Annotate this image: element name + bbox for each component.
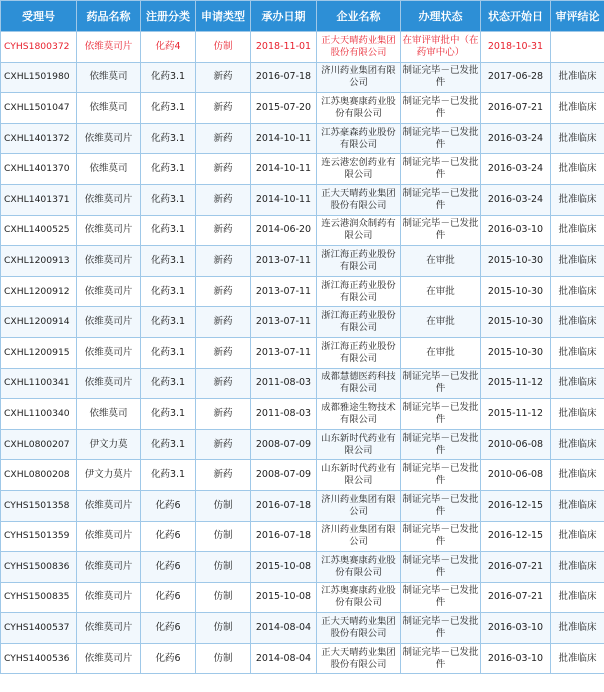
cell-status-start-date: 2016-03-10	[481, 215, 551, 246]
header-drug-name: 药品名称	[77, 1, 141, 32]
cell-conclusion: 批准临床	[551, 154, 604, 185]
cell-reg-class: 化药6	[141, 552, 196, 583]
cell-reg-class: 化药6	[141, 490, 196, 521]
cell-undertake-date: 2013-07-11	[251, 337, 317, 368]
cell-status: 在审评审批中（在药审中心）	[401, 32, 481, 63]
cell-company-name: 正大天晴药业集团股份有限公司	[317, 32, 401, 63]
cell-status-start-date: 2016-03-24	[481, 154, 551, 185]
cell-drug-name: 依维莫司片	[77, 307, 141, 338]
cell-status: 制证完毕－已发批件	[401, 93, 481, 124]
table-body	[1, 32, 604, 674]
cell-status-start-date: 2015-10-30	[481, 337, 551, 368]
cell-apply-type: 仿制	[196, 32, 251, 63]
cell-company-name: 江苏奥赛康药业股份有限公司	[317, 582, 401, 613]
cell-conclusion: 批准临床	[551, 613, 604, 644]
cell-drug-name: 依维莫司	[77, 93, 141, 124]
cell-drug-name: 依维莫司片	[77, 552, 141, 583]
cell-drug-name: 依维莫司片	[77, 337, 141, 368]
cell-accept-no: CXHL1501980	[1, 62, 77, 93]
cell-company-name: 浙江海正药业股份有限公司	[317, 276, 401, 307]
cell-apply-type: 仿制	[196, 490, 251, 521]
cell-undertake-date: 2014-08-04	[251, 613, 317, 644]
cell-apply-type: 新药	[196, 368, 251, 399]
cell-apply-type: 新药	[196, 184, 251, 215]
cell-reg-class: 化药3.1	[141, 246, 196, 277]
cell-drug-name: 依维莫司片	[77, 184, 141, 215]
cell-drug-name: 伊文力莫片	[77, 460, 141, 491]
table-row	[1, 582, 604, 613]
cell-status-start-date: 2018-10-31	[481, 32, 551, 63]
cell-undertake-date: 2013-07-11	[251, 246, 317, 277]
cell-reg-class: 化药3.1	[141, 337, 196, 368]
cell-apply-type: 新药	[196, 276, 251, 307]
cell-reg-class: 化药3.1	[141, 93, 196, 124]
cell-undertake-date: 2015-10-08	[251, 582, 317, 613]
cell-status: 制证完毕－已发批件	[401, 582, 481, 613]
cell-apply-type: 新药	[196, 429, 251, 460]
cell-reg-class: 化药3.1	[141, 399, 196, 430]
cell-accept-no: CYHS1800372	[1, 32, 77, 63]
cell-conclusion: 批准临床	[551, 399, 604, 430]
table-row	[1, 154, 604, 185]
cell-company-name: 正大天晴药业集团股份有限公司	[317, 613, 401, 644]
cell-status: 制证完毕－已发批件	[401, 643, 481, 674]
cell-apply-type: 仿制	[196, 521, 251, 552]
cell-conclusion: 批准临床	[551, 276, 604, 307]
cell-status: 制证完毕－已发批件	[401, 123, 481, 154]
header-reg-class: 注册分类	[141, 1, 196, 32]
cell-status: 制证完毕－已发批件	[401, 215, 481, 246]
cell-apply-type: 仿制	[196, 643, 251, 674]
header-apply-type: 申请类型	[196, 1, 251, 32]
cell-company-name: 江苏奥赛康药业股份有限公司	[317, 552, 401, 583]
cell-apply-type: 仿制	[196, 552, 251, 583]
cell-status-start-date: 2016-03-10	[481, 643, 551, 674]
cell-accept-no: CXHL1401370	[1, 154, 77, 185]
cell-accept-no: CXHL0800207	[1, 429, 77, 460]
cell-status: 制证完毕－已发批件	[401, 368, 481, 399]
cell-status-start-date: 2016-07-21	[481, 582, 551, 613]
cell-reg-class: 化药3.1	[141, 123, 196, 154]
cell-company-name: 浙江海正药业股份有限公司	[317, 307, 401, 338]
cell-conclusion: 批准临床	[551, 93, 604, 124]
cell-reg-class: 化药3.1	[141, 429, 196, 460]
cell-apply-type: 新药	[196, 399, 251, 430]
cell-apply-type: 新药	[196, 154, 251, 185]
cell-undertake-date: 2014-10-11	[251, 184, 317, 215]
cell-conclusion	[551, 32, 604, 63]
cell-drug-name: 依维莫司片	[77, 582, 141, 613]
cell-status-start-date: 2016-03-24	[481, 184, 551, 215]
cell-reg-class: 化药3.1	[141, 368, 196, 399]
cell-status-start-date: 2015-10-30	[481, 276, 551, 307]
table-row	[1, 399, 604, 430]
cell-drug-name: 依维莫司	[77, 399, 141, 430]
cell-apply-type: 新药	[196, 123, 251, 154]
cell-drug-name: 依维莫司	[77, 62, 141, 93]
cell-reg-class: 化药3.1	[141, 62, 196, 93]
cell-drug-name: 依维莫司片	[77, 613, 141, 644]
cell-undertake-date: 2014-08-04	[251, 643, 317, 674]
cell-drug-name: 依维莫司	[77, 154, 141, 185]
cell-drug-name: 依维莫司片	[77, 215, 141, 246]
header-conclusion: 审评结论	[551, 1, 604, 32]
cell-undertake-date: 2016-07-18	[251, 521, 317, 552]
cell-conclusion: 批准临床	[551, 460, 604, 491]
cell-status-start-date: 2017-06-28	[481, 62, 551, 93]
cell-apply-type: 新药	[196, 93, 251, 124]
cell-accept-no: CYHS1500836	[1, 552, 77, 583]
cell-company-name: 山东新时代药业有限公司	[317, 429, 401, 460]
cell-status: 制证完毕－已发批件	[401, 521, 481, 552]
cell-undertake-date: 2008-07-09	[251, 460, 317, 491]
cell-undertake-date: 2015-10-08	[251, 552, 317, 583]
cell-company-name: 济川药业集团有限公司	[317, 521, 401, 552]
cell-undertake-date: 2008-07-09	[251, 429, 317, 460]
cell-drug-name: 依维莫司片	[77, 490, 141, 521]
cell-undertake-date: 2011-08-03	[251, 399, 317, 430]
cell-accept-no: CYHS1400537	[1, 613, 77, 644]
table-row	[1, 215, 604, 246]
cell-conclusion: 批准临床	[551, 643, 604, 674]
cell-undertake-date: 2014-10-11	[251, 123, 317, 154]
cell-reg-class: 化药6	[141, 521, 196, 552]
table-row	[1, 307, 604, 338]
cell-status: 制证完毕－已发批件	[401, 399, 481, 430]
header-company-name: 企业名称	[317, 1, 401, 32]
header-row	[1, 1, 604, 32]
table-row	[1, 552, 604, 583]
cell-undertake-date: 2014-06-20	[251, 215, 317, 246]
cell-conclusion: 批准临床	[551, 490, 604, 521]
cell-drug-name: 依维莫司片	[77, 368, 141, 399]
table-row	[1, 490, 604, 521]
cell-undertake-date: 2013-07-11	[251, 276, 317, 307]
cell-conclusion: 批准临床	[551, 246, 604, 277]
cell-status: 制证完毕－已发批件	[401, 490, 481, 521]
cell-status-start-date: 2015-11-12	[481, 368, 551, 399]
table-row	[1, 32, 604, 63]
cell-status: 在审批	[401, 246, 481, 277]
cell-accept-no: CXHL1401372	[1, 123, 77, 154]
cell-status: 在审批	[401, 276, 481, 307]
cell-reg-class: 化药3.1	[141, 276, 196, 307]
cell-accept-no: CXHL1501047	[1, 93, 77, 124]
cell-reg-class: 化药6	[141, 643, 196, 674]
cell-status-start-date: 2015-11-12	[481, 399, 551, 430]
table-row	[1, 184, 604, 215]
cell-status: 制证完毕－已发批件	[401, 552, 481, 583]
header-status-start-date: 状态开始日	[481, 1, 551, 32]
cell-status: 在审批	[401, 337, 481, 368]
table-row	[1, 643, 604, 674]
cell-company-name: 浙江海正药业股份有限公司	[317, 246, 401, 277]
cell-accept-no: CXHL1200915	[1, 337, 77, 368]
cell-accept-no: CXHL1200914	[1, 307, 77, 338]
cell-conclusion: 批准临床	[551, 552, 604, 583]
cell-reg-class: 化药6	[141, 613, 196, 644]
cell-accept-no: CYHS1501359	[1, 521, 77, 552]
cell-reg-class: 化药3.1	[141, 307, 196, 338]
cell-status: 在审批	[401, 307, 481, 338]
cell-company-name: 连云港润众制药有限公司	[317, 215, 401, 246]
cell-apply-type: 新药	[196, 215, 251, 246]
cell-reg-class: 化药6	[141, 582, 196, 613]
cell-drug-name: 依维莫司片	[77, 643, 141, 674]
cell-company-name: 济川药业集团有限公司	[317, 490, 401, 521]
cell-accept-no: CYHS1500835	[1, 582, 77, 613]
cell-conclusion: 批准临床	[551, 582, 604, 613]
table-row	[1, 93, 604, 124]
table-row	[1, 62, 604, 93]
cell-status-start-date: 2015-10-30	[481, 307, 551, 338]
cell-apply-type: 新药	[196, 62, 251, 93]
header-status: 办理状态	[401, 1, 481, 32]
table-row	[1, 276, 604, 307]
cell-status: 制证完毕－已发批件	[401, 154, 481, 185]
table-row	[1, 246, 604, 277]
cell-reg-class: 化药3.1	[141, 215, 196, 246]
cell-undertake-date: 2018-11-01	[251, 32, 317, 63]
cell-undertake-date: 2011-08-03	[251, 368, 317, 399]
cell-conclusion: 批准临床	[551, 62, 604, 93]
table-row	[1, 460, 604, 491]
cell-conclusion: 批准临床	[551, 123, 604, 154]
cell-conclusion: 批准临床	[551, 307, 604, 338]
cell-company-name: 成都雅途生物技术有限公司	[317, 399, 401, 430]
cell-status: 制证完毕－已发批件	[401, 460, 481, 491]
cell-apply-type: 新药	[196, 307, 251, 338]
cell-apply-type: 新药	[196, 246, 251, 277]
cell-undertake-date: 2013-07-11	[251, 307, 317, 338]
cell-reg-class: 化药4	[141, 32, 196, 63]
cell-status-start-date: 2016-07-21	[481, 552, 551, 583]
cell-status-start-date: 2016-03-24	[481, 123, 551, 154]
cell-drug-name: 伊文力莫	[77, 429, 141, 460]
table-row	[1, 429, 604, 460]
cell-conclusion: 批准临床	[551, 521, 604, 552]
cell-undertake-date: 2015-07-20	[251, 93, 317, 124]
cell-drug-name: 依维莫司片	[77, 246, 141, 277]
cell-accept-no: CYHS1400536	[1, 643, 77, 674]
cell-company-name: 正大天晴药业集团股份有限公司	[317, 184, 401, 215]
cell-company-name: 浙江海正药业股份有限公司	[317, 337, 401, 368]
cell-status-start-date: 2015-10-30	[481, 246, 551, 277]
cell-accept-no: CXHL1401371	[1, 184, 77, 215]
header-undertake-date: 承办日期	[251, 1, 317, 32]
cell-accept-no: CXHL1400525	[1, 215, 77, 246]
cell-status: 制证完毕－已发批件	[401, 184, 481, 215]
cell-reg-class: 化药3.1	[141, 184, 196, 215]
cell-conclusion: 批准临床	[551, 337, 604, 368]
cell-status: 制证完毕－已发批件	[401, 62, 481, 93]
cell-status-start-date: 2010-06-08	[481, 429, 551, 460]
cell-apply-type: 新药	[196, 337, 251, 368]
cell-drug-name: 依维莫司片	[77, 123, 141, 154]
cell-reg-class: 化药3.1	[141, 460, 196, 491]
cell-apply-type: 仿制	[196, 582, 251, 613]
cell-status-start-date: 2016-12-15	[481, 490, 551, 521]
cell-status-start-date: 2016-07-21	[481, 93, 551, 124]
cell-status: 制证完毕－已发批件	[401, 429, 481, 460]
table-row	[1, 521, 604, 552]
cell-status-start-date: 2010-06-08	[481, 460, 551, 491]
cell-accept-no: CXHL1100341	[1, 368, 77, 399]
cell-company-name: 成都慧德医药科技有限公司	[317, 368, 401, 399]
cell-apply-type: 新药	[196, 460, 251, 491]
table-row	[1, 613, 604, 644]
cell-company-name: 连云港宏创药业有限公司	[317, 154, 401, 185]
cell-conclusion: 批准临床	[551, 215, 604, 246]
table-row	[1, 123, 604, 154]
cell-company-name: 正大天晴药业集团股份有限公司	[317, 643, 401, 674]
cell-status: 制证完毕－已发批件	[401, 613, 481, 644]
cell-drug-name: 依维莫司片	[77, 276, 141, 307]
cell-undertake-date: 2016-07-18	[251, 62, 317, 93]
cell-reg-class: 化药3.1	[141, 154, 196, 185]
cell-company-name: 济川药业集团有限公司	[317, 62, 401, 93]
cell-accept-no: CXHL0800208	[1, 460, 77, 491]
cell-accept-no: CXHL1100340	[1, 399, 77, 430]
cell-apply-type: 仿制	[196, 613, 251, 644]
cell-undertake-date: 2014-10-11	[251, 154, 317, 185]
cell-undertake-date: 2016-07-18	[251, 490, 317, 521]
cell-status-start-date: 2016-03-10	[481, 613, 551, 644]
table-row	[1, 368, 604, 399]
cell-company-name: 江苏豪森药业股份有限公司	[317, 123, 401, 154]
cell-accept-no: CYHS1501358	[1, 490, 77, 521]
cell-conclusion: 批准临床	[551, 429, 604, 460]
cell-company-name: 山东新时代药业有限公司	[317, 460, 401, 491]
cell-accept-no: CXHL1200913	[1, 246, 77, 277]
cell-status-start-date: 2016-12-15	[481, 521, 551, 552]
header-accept-no: 受理号	[1, 1, 77, 32]
cell-company-name: 江苏奥赛康药业股份有限公司	[317, 93, 401, 124]
cell-accept-no: CXHL1200912	[1, 276, 77, 307]
cell-drug-name: 依维莫司片	[77, 32, 141, 63]
table-row	[1, 337, 604, 368]
cell-conclusion: 批准临床	[551, 184, 604, 215]
cell-drug-name: 依维莫司片	[77, 521, 141, 552]
cell-conclusion: 批准临床	[551, 368, 604, 399]
